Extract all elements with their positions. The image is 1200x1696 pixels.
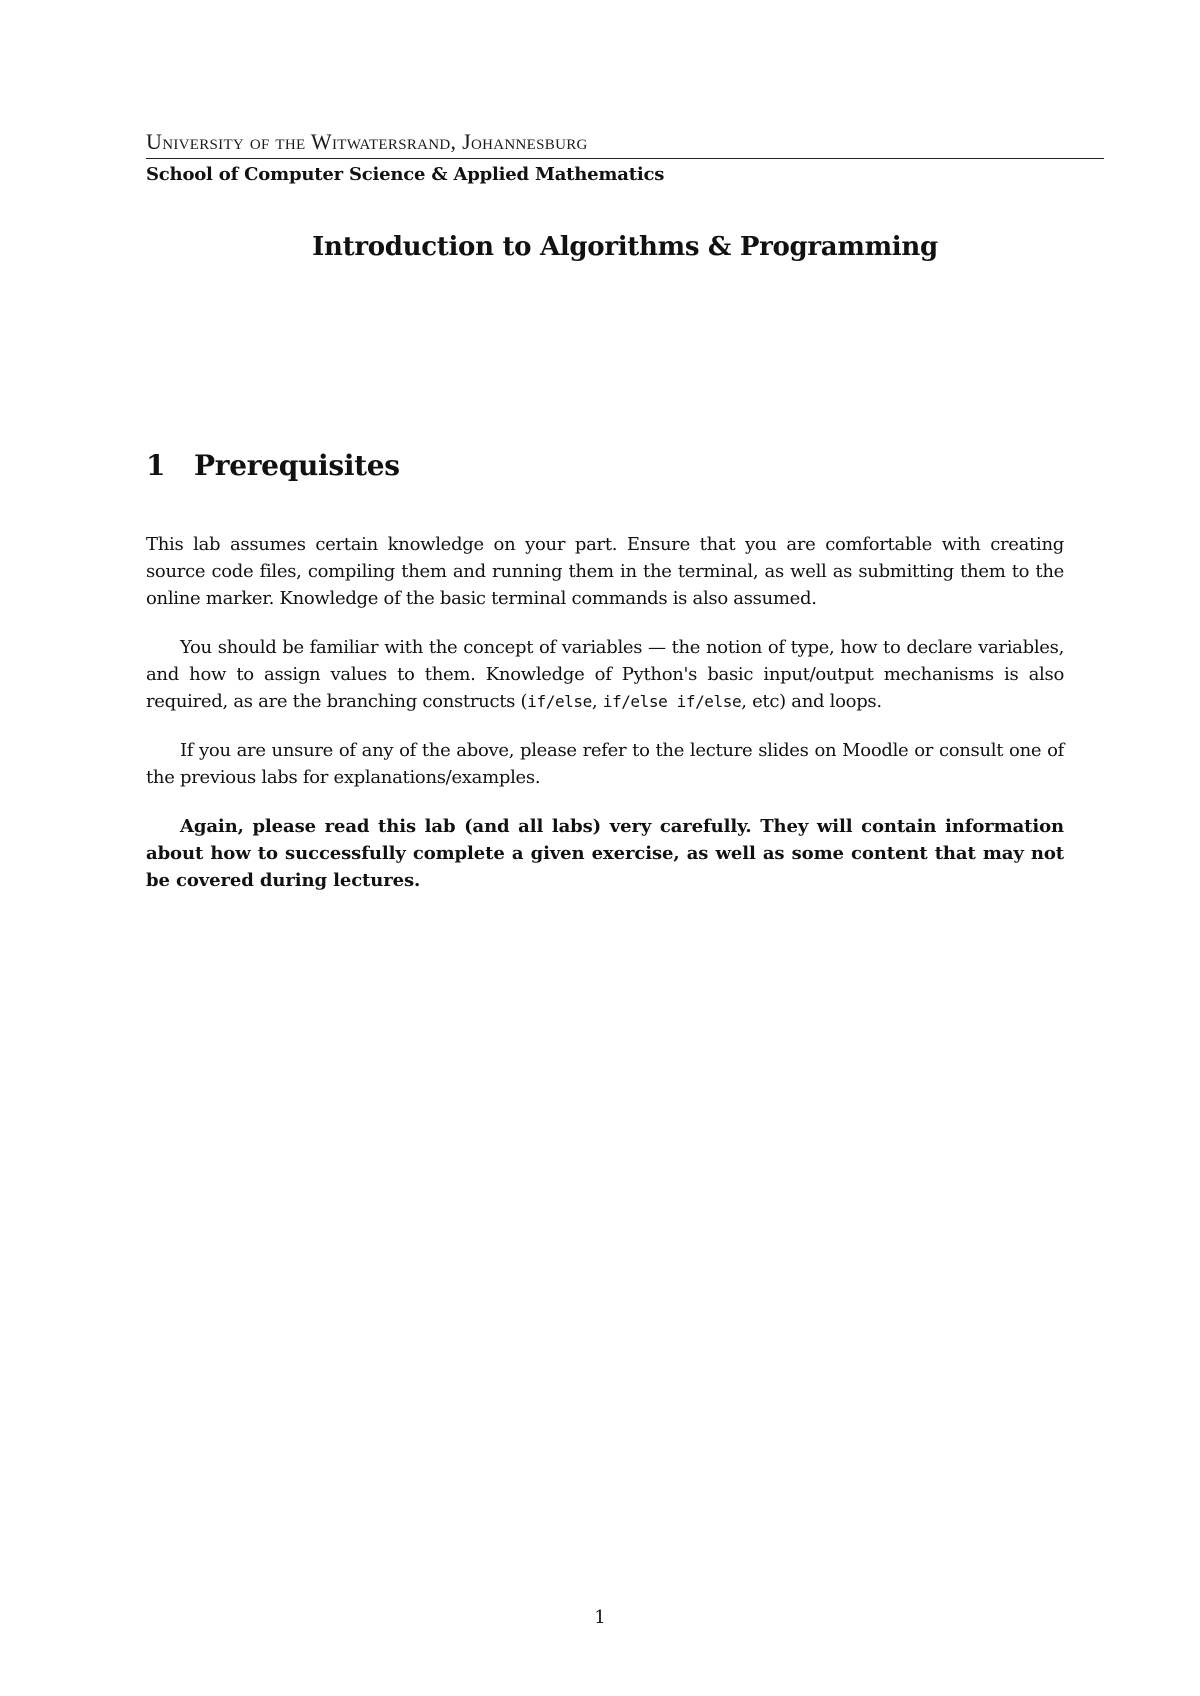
paragraph-read-carefully: Again, please read this lab (and all labs) very carefully. They will contain information about how to successfully complete a given exercise, as well as some content that may not be covered during lectures. [146,816,1064,891]
paragraph-prerequisites-knowledge: This lab assumes certain knowledge on your part. Ensure that you are comfortable with creating source code files, compiling them and running them in the terminal, as well as submitting them to the online marker. Knowledge of the basic terminal commands is also assumed. [146,534,1064,609]
code-if-else: if/else [527,692,592,711]
header-rule [146,158,1104,159]
page-number: 1 [594,1607,606,1628]
section-heading [146,449,400,482]
section-title: Prerequisites [194,449,400,482]
paragraph-variables-text: You should be familiar with the concept of variables — the notion of type, how to declare variables, and how to assign values to them. Knowledge of Python's basic input/output mechanisms is also required, as are the branching constructs ( [146,637,1064,712]
course-title: Introduction to Algorithms & Programming [312,232,938,262]
paragraph-variables-separator: , [591,691,603,712]
paragraph-unsure: If you are unsure of any of the above, please refer to the lecture slides on Moodle or consult one of the previous labs for explanations/examples. [146,740,1064,788]
school-name: School of Computer Science & Applied Mathematics [146,164,665,185]
document-header [146,128,1104,189]
paragraph-variables-tail: , etc) and loops. [741,691,882,712]
university-name: University of the Witwatersrand, Johannesburg [146,129,588,154]
paragraph-variables [146,634,1064,715]
code-if-else-if-else: if/else if/else [602,692,742,711]
section-body [146,531,1064,916]
section-number: 1 [146,449,166,482]
